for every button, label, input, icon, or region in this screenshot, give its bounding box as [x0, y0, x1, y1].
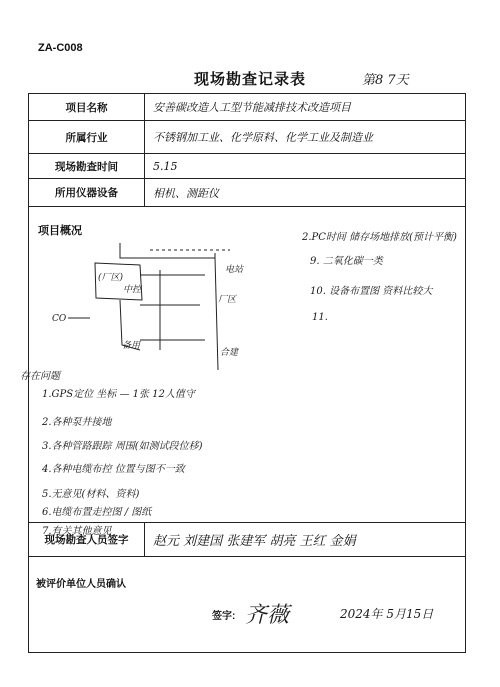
sketch-label-spare: 备用: [122, 341, 141, 351]
right-note-2: 9. 二氧化碳一类: [310, 256, 383, 267]
left-note-2: 2.各种泵井接地: [42, 417, 112, 428]
survey-time-label: 现场勘查时间: [29, 154, 145, 179]
industry-value: 不锈钢加工业、化学原料、化学工业及制造业: [145, 121, 466, 154]
survey-overview-title: 项目概况: [38, 225, 82, 237]
sketch-label-control: 中控: [123, 285, 142, 295]
left-note-7: 7.有关其他意见: [42, 526, 112, 537]
sketch-label-plant: (厂区): [98, 273, 124, 283]
left-note-4: 4.各种电缆布控 位置与图不一致: [42, 464, 185, 475]
right-note-1: 2.PC时间 储存场地排放(预计平衡): [302, 232, 457, 243]
sketch-label-co: CO: [52, 314, 67, 324]
right-note-4: 11.: [312, 312, 328, 323]
sketch-label-build: 合建: [220, 348, 239, 358]
right-note-3: 10. 设备布置图 资料比较大: [310, 286, 433, 297]
industry-label: 所属行业: [29, 121, 145, 154]
left-note-3: 3.各种管路跟踪 周围(如测试段位移): [42, 441, 203, 452]
project-name-value: 安善碳改造人工型节能减排技术改造项目: [145, 94, 466, 121]
instruments-value: 相机、测距仪: [145, 179, 466, 207]
sketch-right-col: [215, 258, 218, 370]
project-name-label: 项目名称: [29, 94, 145, 121]
page-note: 第8 7天: [362, 73, 409, 88]
confirm-signature: 齐薇: [245, 603, 290, 628]
side-note: 存在问题: [20, 371, 60, 382]
left-note-6: 6.电缆布置走控图 / 图纸: [42, 507, 152, 518]
confirm-date: 2024年 5月15日: [340, 607, 434, 621]
instruments-label: 所用仪器设备: [29, 179, 145, 207]
confirm-label: 被评价单位人员确认: [36, 579, 126, 590]
survey-time-value: 5.15: [145, 154, 466, 179]
sign-label: 签字:: [212, 611, 236, 622]
form-code: ZA-C008: [38, 42, 83, 54]
left-note-5: 5.无意见(材料、资料): [42, 489, 140, 500]
sketch-label-area: 厂区: [218, 295, 237, 305]
sketch-label-station: 电站: [225, 265, 244, 275]
surveyors-label: 现场勘查人员签字: [29, 523, 145, 557]
surveyors-names: 赵元 刘建国 张建军 胡亮 王红 金娟: [145, 523, 466, 557]
page-title: 现场勘查记录表: [193, 71, 306, 88]
left-note-1: 1.GPS定位 坐标 — 1张 12人值守: [42, 389, 195, 400]
